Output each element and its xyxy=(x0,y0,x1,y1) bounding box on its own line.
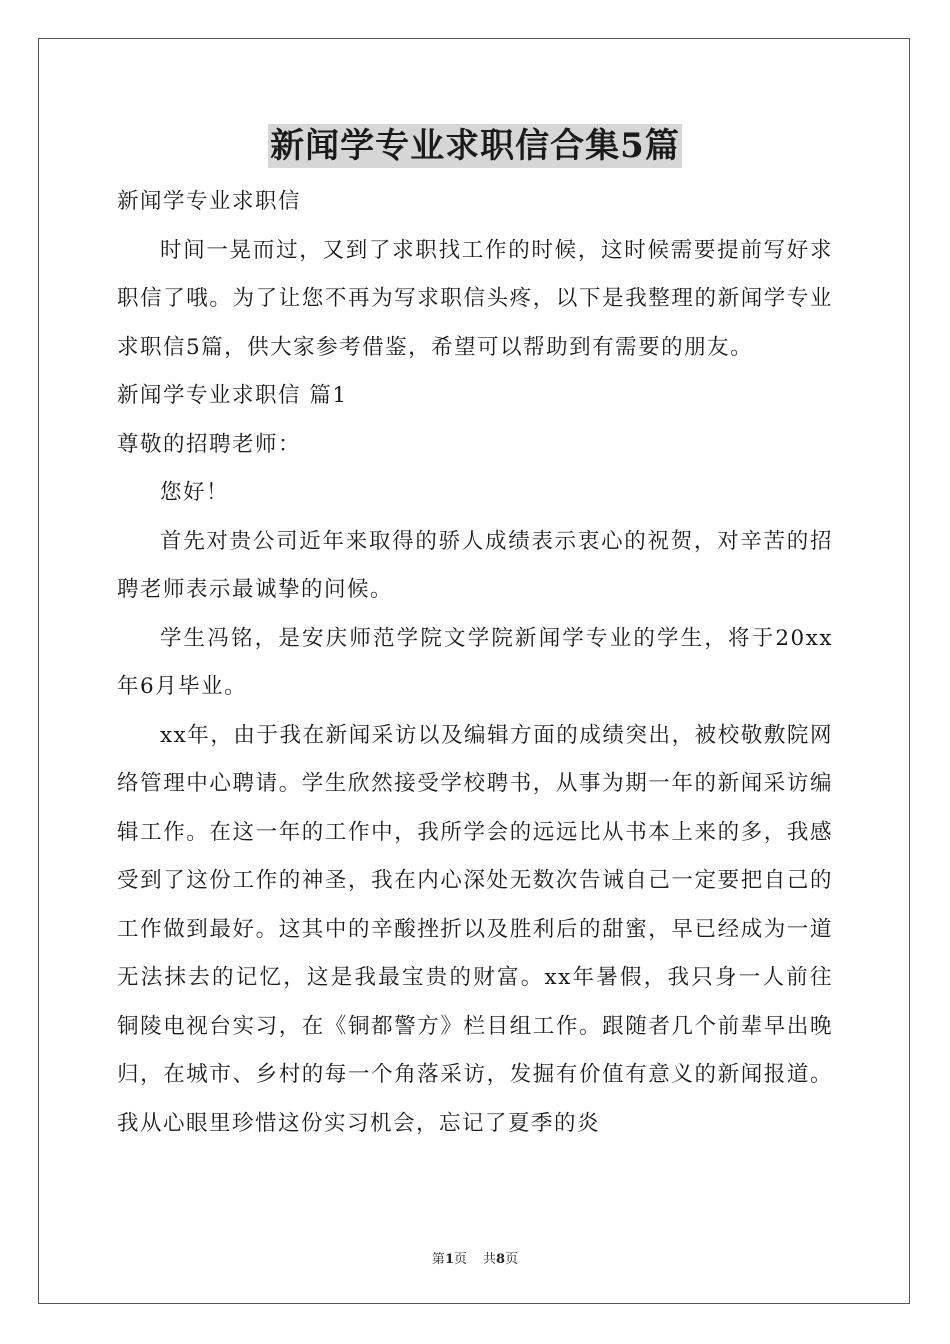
document-body xyxy=(117,178,833,1148)
paragraph: 您好！ xyxy=(160,480,230,505)
page-total: 8 xyxy=(496,1252,506,1267)
paragraph: 学生冯铭，是安庆师范学院文学院新闻学专业的学生，将于20xx年6月毕业。 xyxy=(117,625,833,699)
paragraph: 尊敬的招聘老师： xyxy=(117,431,302,457)
paragraph: 新闻学专业求职信 篇1 xyxy=(117,383,348,408)
paragraph: 首先对贵公司近年来取得的骄人成绩表示衷心的祝贺，对辛苦的招聘老师表示最诚挚的问候。 xyxy=(117,528,833,602)
page-prefix: 第 xyxy=(431,1252,445,1267)
paragraph: xx年，由于我在新闻采访以及编辑方面的成绩突出，被校敬敷院网络管理中心聘请。学生欣然接受学校聘书，从事为期一年的新闻采访编辑工作。在这一年的工作中，我所学会的远远比从书本上来的多，我感受到了这份工作的神圣，我在内心深处无数次告诫自己一定要把自己的工作做到最好。这其中的辛酸挫折以及胜利后的甜蜜，早已经成为一道无法抹去的记忆，这是我最宝贵的财富。xx年暑假，我只身一人前往铜陵电视台实习，在《铜都警方》栏目组工作。跟随者几个前辈早出晚归，在城市、乡村的每一个角落采访，发掘有价值有意义的新闻报道。我从心眼里珍惜这份实习机会，忘记了夏季的炎 xyxy=(117,722,833,1136)
paragraph: 新闻学专业求职信 xyxy=(117,189,302,214)
page-suffix: 页 xyxy=(453,1252,467,1267)
title-container xyxy=(0,124,950,168)
document-title: 新闻学专业求职信合集5篇 xyxy=(270,126,680,166)
page-footer xyxy=(0,1248,950,1267)
total-suffix: 页 xyxy=(505,1252,519,1267)
paragraph: 时间一晃而过，又到了求职找工作的时候，这时候需要提前写好求职信了哦。为了让您不再为写求职信头疼，以下是我整理的新闻学专业求职信5篇，供大家参考借鉴，希望可以帮助到有需要的朋友。 xyxy=(117,237,833,360)
total-prefix: 共 xyxy=(483,1252,497,1267)
page-current: 1 xyxy=(444,1252,454,1267)
